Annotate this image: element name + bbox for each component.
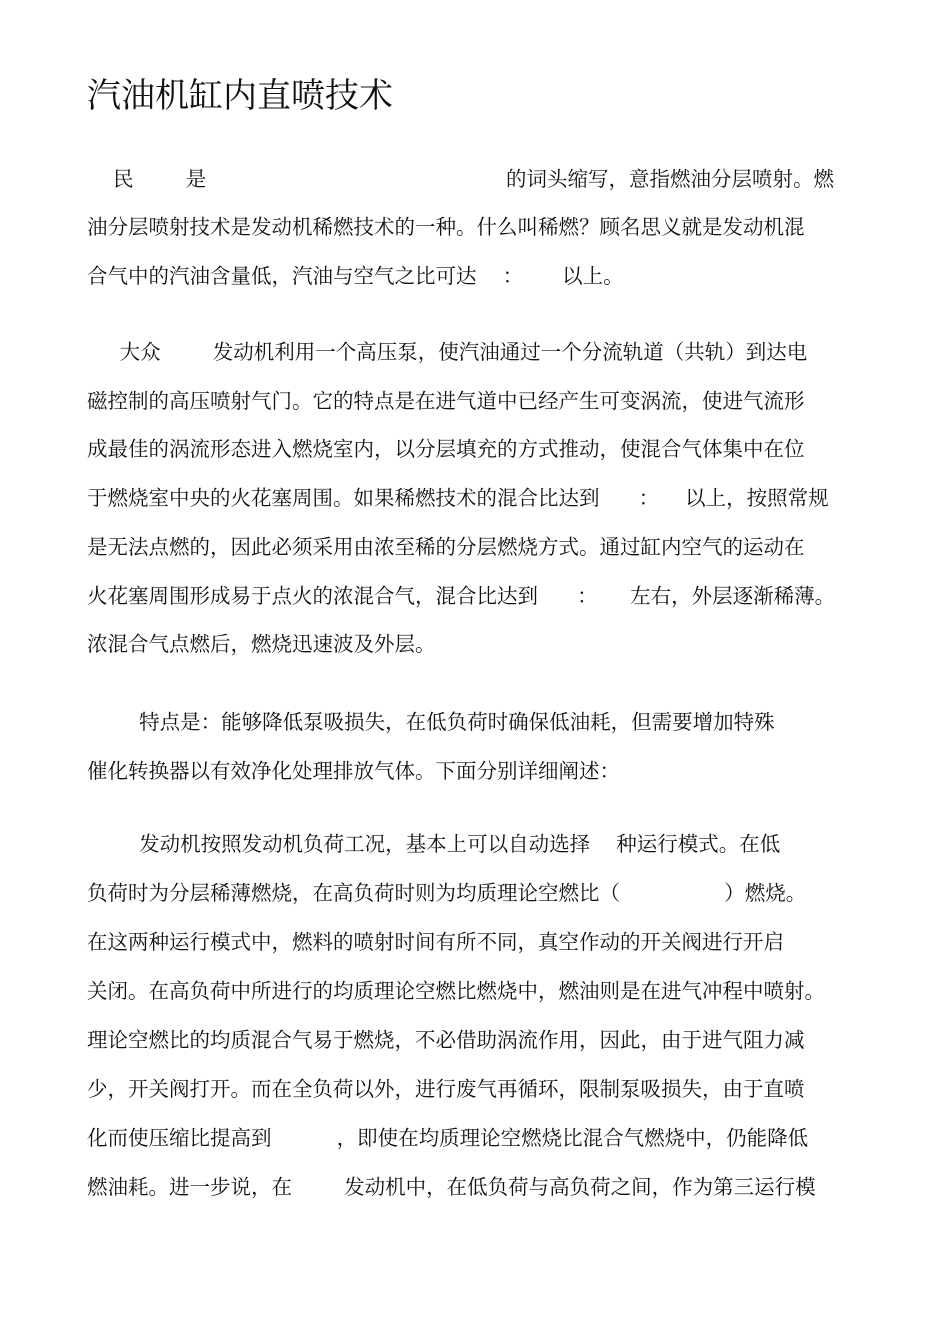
paragraph-line: 磁控制的高压喷射气门。它的特点是在进气道中已经产生可变涡流，使进气流形: [87, 389, 805, 413]
paragraph-line: 合气中的汽油含量低，汽油与空气之比可达 ： 以上。: [87, 264, 624, 288]
paragraph-line: 发动机按照发动机负荷工况，基本上可以自动选择 种运行模式。在低: [87, 832, 781, 856]
document-title: 汽油机缸内直喷技术: [87, 76, 393, 116]
paragraph-line: 大众 发动机利用一个高压泵，使汽油通过一个分流轨道（共轨）到达电: [87, 340, 808, 364]
paragraph-line: 少，开关阀打开。而在全负荷以外，进行废气再循环，限制泵吸损失，由于直喷: [87, 1077, 805, 1101]
paragraph-line: 民 是 的词头缩写，意指燃油分层喷射。燃: [87, 167, 834, 191]
paragraph-line: 催化转换器以有效净化处理排放气体。下面分别详细阐述：: [87, 759, 620, 783]
paragraph-line: 在这两种运行模式中，燃料的喷射时间有所不同，真空作动的开关阀进行开启: [87, 930, 784, 954]
paragraph-line: 负荷时为分层稀薄燃烧，在高负荷时则为均质理论空燃比（ ）燃烧。: [87, 881, 807, 905]
paragraph-line: 是无法点燃的，因此必须采用由浓至稀的分层燃烧方式。通过缸内空气的运动在: [87, 535, 805, 559]
paragraph-line: 关闭。在高负荷中所进行的均质理论空燃比燃烧中，燃油则是在进气冲程中喷射。: [87, 979, 825, 1003]
paragraph-line: 燃油耗。进一步说，在 发动机中，在低负荷与高负荷之间，作为第三运行模: [87, 1175, 816, 1199]
paragraph-line: 于燃烧室中央的火花塞周围。如果稀燃技术的混合比达到 ： 以上，按照常规: [87, 486, 829, 510]
paragraph-line: 特点是：能够降低泵吸损失，在低负荷时确保低油耗，但需要增加特殊: [87, 710, 775, 734]
paragraph-line: 火花塞周围形成易于点火的浓混合气，混合比达到 ： 左右，外层逐渐稀薄。: [87, 584, 836, 608]
paragraph-line: 浓混合气点燃后，燃烧迅速波及外层。: [87, 632, 436, 656]
paragraph-line: 化而使压缩比提高到 ，即使在均质理论空燃烧比混合气燃烧中，仍能降低: [87, 1126, 809, 1150]
paragraph-line: 理论空燃比的均质混合气易于燃烧，不必借助涡流作用，因此，由于进气阻力减: [87, 1028, 805, 1052]
paragraph-line: 油分层喷射技术是发动机稀燃技术的一种。什么叫稀燃？顾名思义就是发动机混: [87, 215, 805, 239]
paragraph-line: 成最佳的涡流形态进入燃烧室内，以分层填充的方式推动，使混合气体集中在位: [87, 437, 805, 461]
